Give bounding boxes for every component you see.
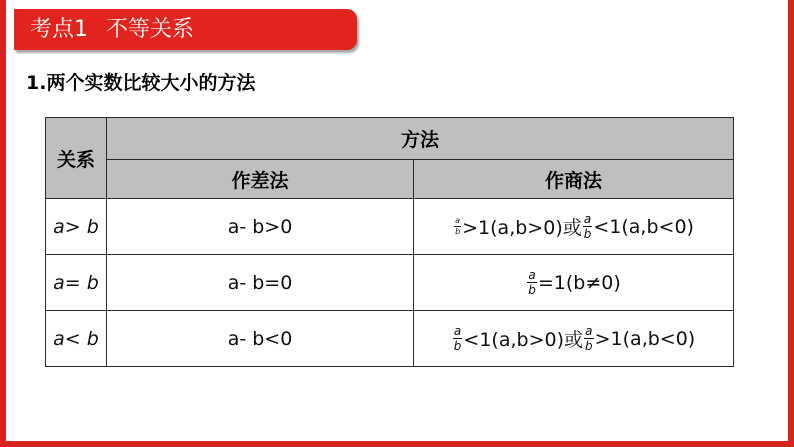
relation-cell: a> b: [46, 199, 107, 255]
quotient-expression: >1(a,b<0): [594, 327, 696, 350]
table-row: [46, 311, 734, 367]
difference-expression: a- b=0: [227, 271, 293, 294]
difference-cell: [107, 199, 414, 255]
table-row: [46, 199, 734, 255]
denominator: b: [528, 283, 536, 297]
numerator: a: [455, 216, 461, 225]
quotient-expression: >1(a,b>0)或: [462, 217, 582, 239]
numerator: a: [453, 324, 462, 338]
difference-cell: [107, 255, 414, 311]
quotient-cell: [414, 311, 734, 367]
difference-expression: a- b<0: [227, 327, 293, 350]
fraction: [584, 325, 594, 352]
header-method: 方法: [107, 118, 734, 160]
quotient-cell: [414, 199, 734, 255]
quotient-expression: <1(a,b>0)或: [463, 329, 583, 351]
numerator: a: [583, 212, 592, 226]
header-difference-method: 作差法: [107, 160, 414, 199]
table-row: [46, 255, 734, 311]
topic-label: 不等关系: [106, 17, 195, 42]
title-bar: [14, 9, 357, 50]
fraction: [583, 213, 593, 240]
difference-expression: a- b>0: [227, 215, 293, 238]
header-relation: 关系: [46, 118, 107, 199]
numerator: a: [528, 268, 536, 282]
fraction: [454, 217, 461, 236]
denominator: b: [455, 227, 461, 236]
fraction: [527, 269, 537, 296]
denominator: b: [585, 339, 593, 353]
relation-cell: a< b: [46, 311, 107, 367]
quotient-expression: <1(a,b<0): [593, 215, 694, 238]
comparison-table: [45, 117, 734, 367]
quotient-cell: [414, 255, 734, 311]
denominator: b: [583, 227, 592, 241]
denominator: b: [453, 339, 462, 353]
section-heading: 1.两个实数比较大小的方法: [26, 72, 256, 94]
header-quotient-method: 作商法: [414, 160, 734, 199]
difference-cell: [107, 311, 414, 367]
exam-point-label: 考点1: [30, 17, 88, 42]
quotient-expression: =1(b≠0): [537, 271, 621, 294]
fraction: [453, 325, 463, 352]
numerator: a: [585, 324, 593, 338]
relation-cell: a= b: [46, 255, 107, 311]
